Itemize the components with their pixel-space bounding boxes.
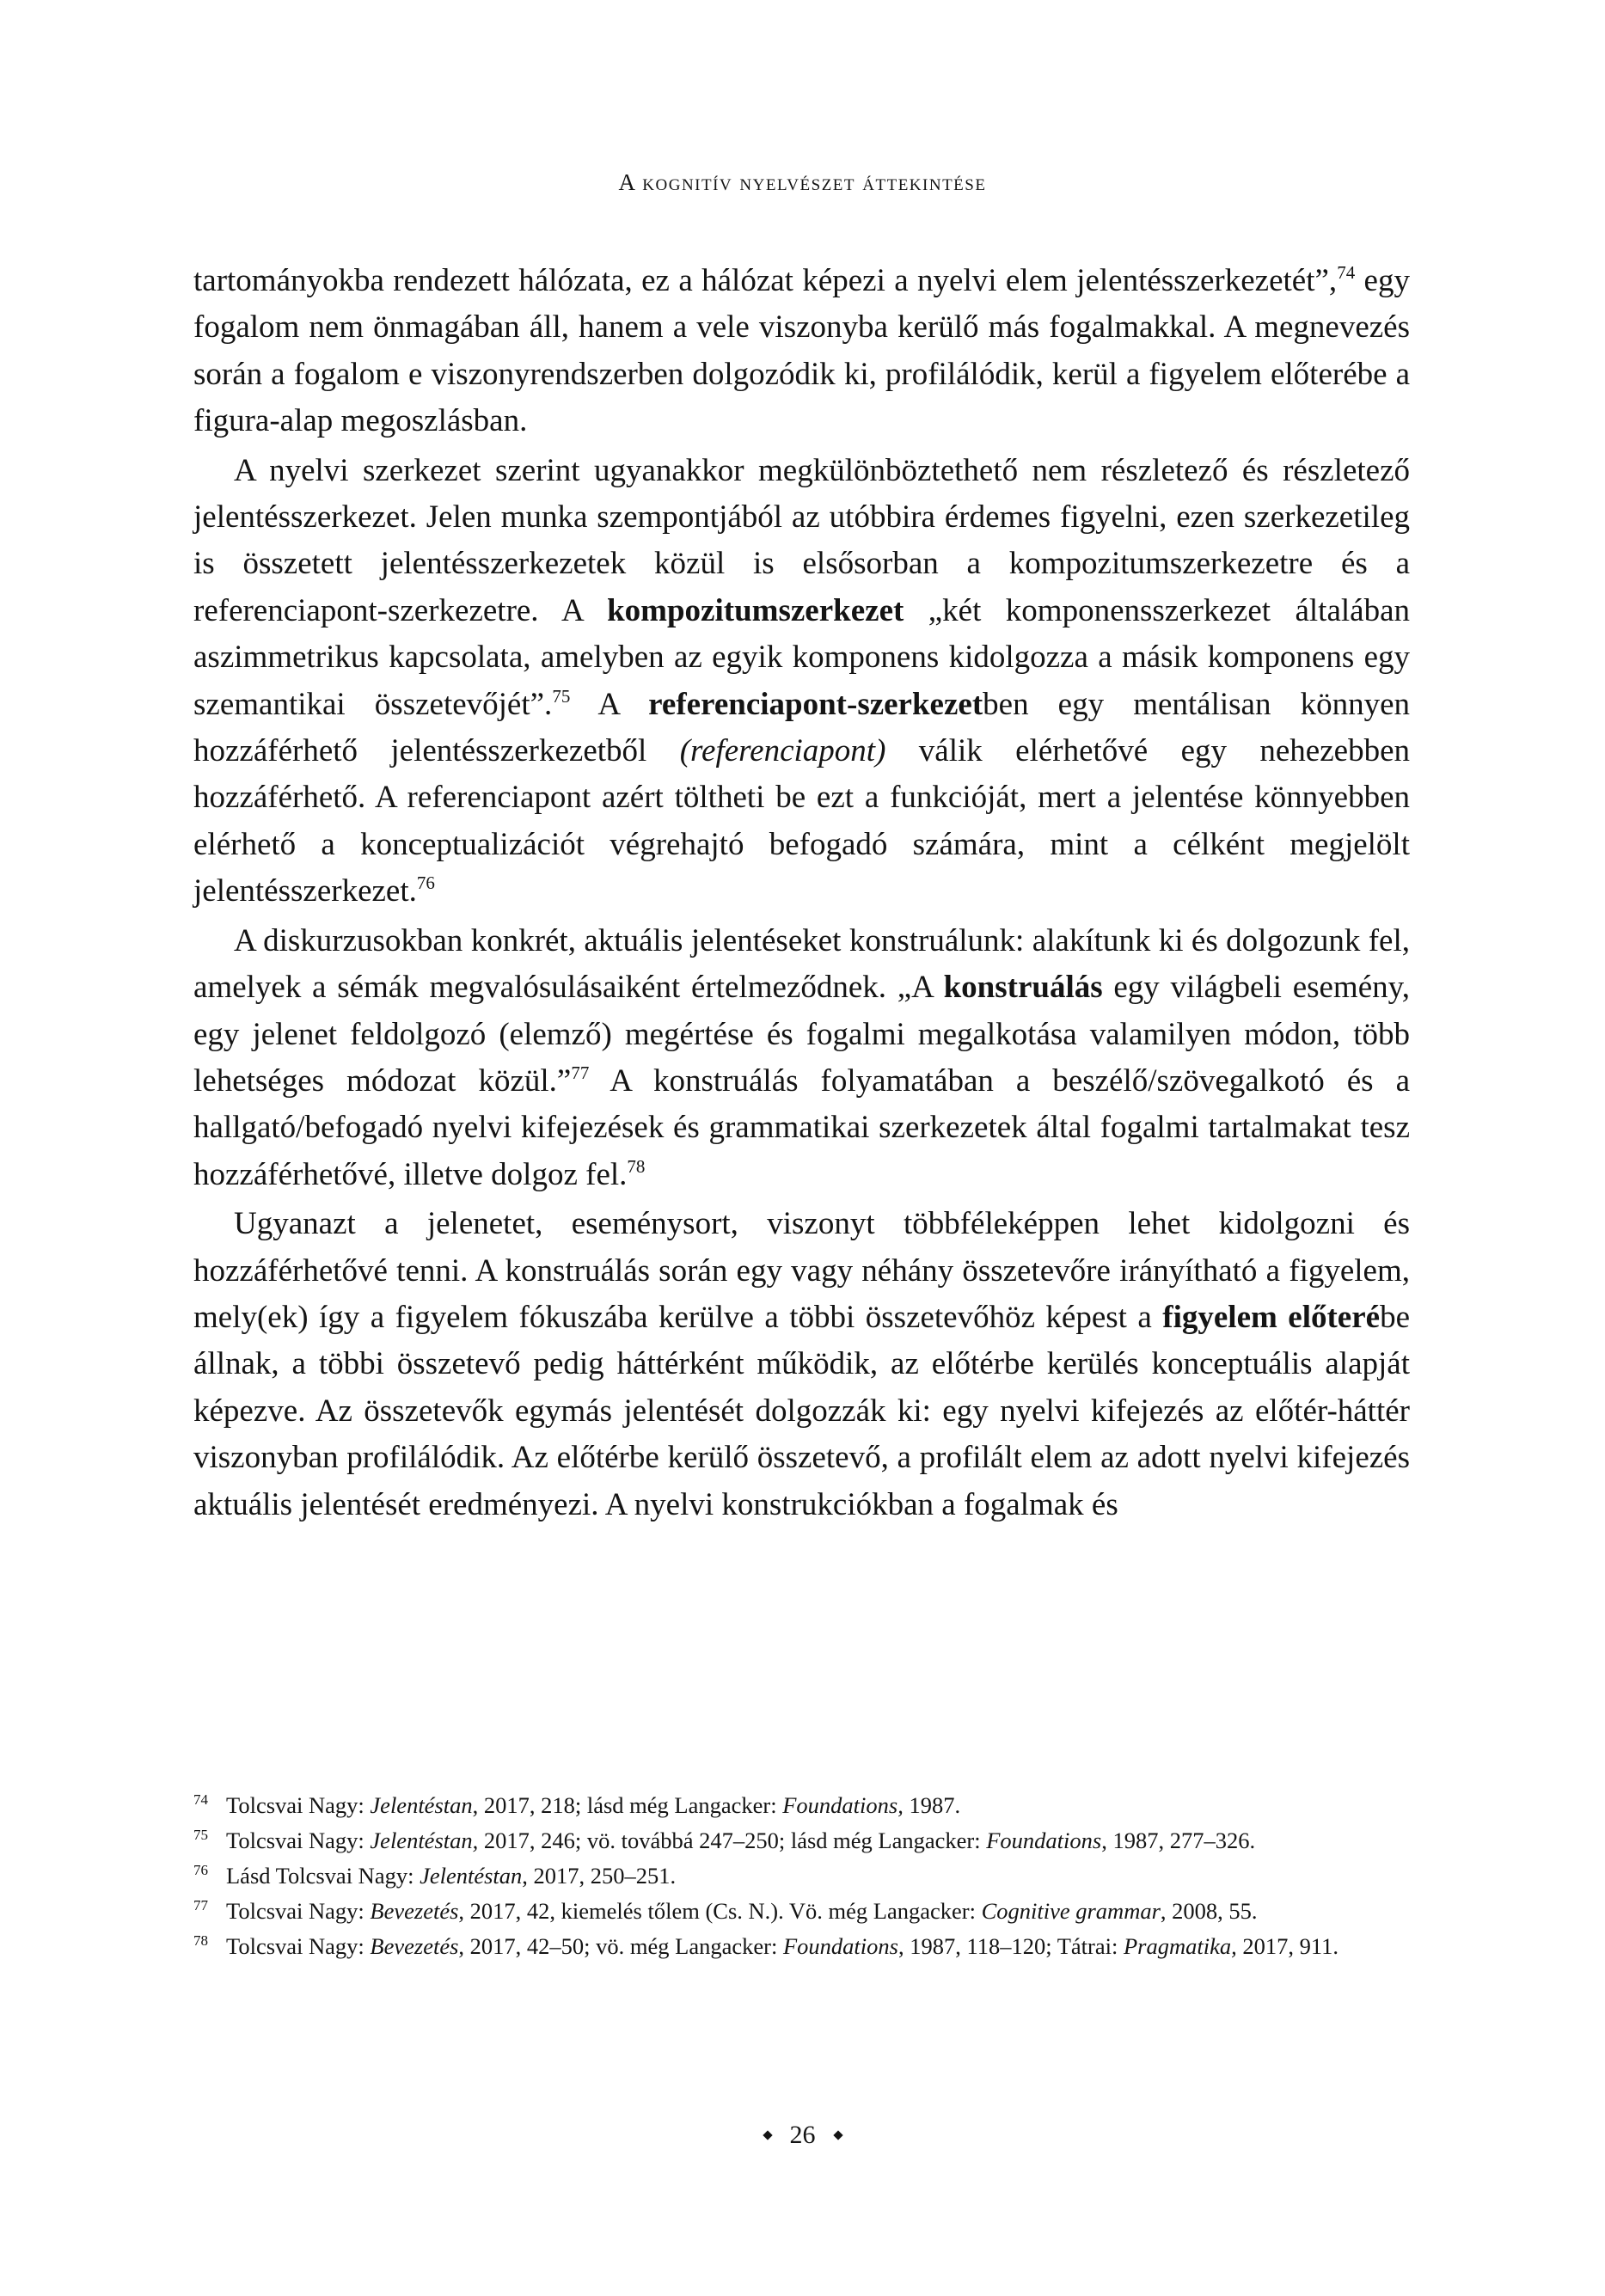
text-run: tartományokba rendezett hálózata, ez a hálózat képezi a nyelvi elem jelentésszerkezetét”, bbox=[193, 263, 1338, 298]
text-run: Tolcsvai Nagy: bbox=[226, 1933, 371, 1959]
text-run: „két komponensszerkezet általában aszimmetrikus kapcsolata, amelyben az egyik komponens kidolgozza a másik komponens egy szemantikai összetevőjét”. bbox=[193, 592, 1410, 722]
text-run: Tolcsvai Nagy: bbox=[226, 1898, 371, 1924]
italic-text: Bevezetés bbox=[370, 1898, 459, 1924]
footnote-number: 75 bbox=[193, 1827, 208, 1843]
text-run: ben egy mentálisan könnyen hozzáférhető jelentésszerkezetből bbox=[193, 686, 1410, 769]
footnotes bbox=[193, 1788, 1410, 1964]
footnote-reference[interactable]: 76 bbox=[416, 872, 435, 894]
footnote-reference[interactable]: 75 bbox=[552, 685, 571, 707]
italic-text: (referenciapont) bbox=[679, 733, 886, 769]
text-run: A diskurzusokban konkrét, aktuális jelentéseket konstruálunk: alakítunk ki és dolgozunk fel, amelyek a sémák megvalósulásaiként értelmeződnek. „A bbox=[193, 922, 1410, 1006]
text-run: , 2017, 42, kiemelés tőlem (Cs. N.). Vö. még Langacker: bbox=[458, 1898, 982, 1924]
bold-term: konstruálás bbox=[943, 970, 1103, 1006]
footnote-reference[interactable]: 77 bbox=[571, 1062, 590, 1083]
text-run: Tolcsvai Nagy: bbox=[226, 1792, 371, 1818]
footnote-number: 78 bbox=[193, 1932, 208, 1949]
text-run: , 1987, 277–326. bbox=[1101, 1828, 1256, 1853]
text-run: , 2017, 250–251. bbox=[522, 1863, 677, 1889]
bullet-left-icon bbox=[763, 2130, 772, 2140]
body-text bbox=[193, 258, 1410, 1531]
text-run: válik elérhetővé egy nehezebben hozzáférhető. A referenciapont azért töltheti be ezt a funkcióját, mert a jelentése könnyebben elérhető a konceptualizációt végrehajtó befogadó számára, mint a célként megjelölt jelentésszerkezet. bbox=[193, 733, 1410, 909]
italic-text: Jelentéstan bbox=[370, 1792, 473, 1818]
footnote-number: 76 bbox=[193, 1862, 208, 1878]
text-run: , 2017, 218; lásd még Langacker: bbox=[472, 1792, 783, 1818]
italic-text: Foundations, bbox=[782, 1792, 904, 1818]
bullet-right-icon bbox=[833, 2130, 842, 2140]
text-run: A nyelvi szerkezet szerint ugyanakkor megkülönböztethető nem részletező és részletező jelentésszerkezet. Jelen munka szempontjából az utóbbira érdemes figyelni, ezen szerkezetileg is összetett jelentésszerkezetek közül is elsősorban a kompozitumszerkezetre és a referenciapont-szerkezetre. A bbox=[193, 452, 1410, 628]
text-run: Lásd Tolcsvai Nagy: bbox=[226, 1863, 420, 1889]
text-run: , 1987, 118–120; Tátrai: bbox=[897, 1933, 1124, 1959]
text-run: egy világbeli esemény, egy jelenet feldolgozó (elemző) megértése és fogalmi megalkotása valamilyen módon, több lehetséges módozat közül.” bbox=[193, 970, 1410, 1099]
footnote-reference[interactable]: 74 bbox=[1337, 262, 1356, 283]
text-run: 2017, 246; vö. továbbá 247–250; lásd még Langacker: bbox=[478, 1828, 987, 1853]
page-number-footer bbox=[0, 2120, 1605, 2151]
italic-text: Cognitive grammar bbox=[981, 1898, 1161, 1924]
text-run: , 2017, 42–50; vö. még Langacker: bbox=[458, 1933, 783, 1959]
bold-term: kompozitumszerkezet bbox=[607, 592, 904, 628]
paragraph bbox=[193, 258, 1410, 445]
bold-term: figyelem előteré bbox=[1162, 1299, 1381, 1335]
italic-text: Jelentéstan bbox=[420, 1863, 523, 1889]
page-number: 26 bbox=[789, 2121, 816, 2149]
footnote-number: 74 bbox=[193, 1791, 208, 1808]
italic-text: Foundations bbox=[782, 1933, 898, 1959]
footnote bbox=[193, 1788, 1410, 1823]
text-run: A konstruálás folyamatában a beszélő/szövegalkotó és a hallgató/befogadó nyelvi kifejezések és grammatikai szerkezetek által fogalmi tartalmakat tesz hozzáférhetővé, illetve dolgoz fel. bbox=[193, 1062, 1410, 1192]
text-run: Tolcsvai Nagy: bbox=[226, 1828, 371, 1853]
footnote bbox=[193, 1894, 1410, 1929]
italic-text: Foundations bbox=[986, 1828, 1102, 1853]
text-run: be állnak, a többi összetevő pedig háttérként működik, az előtérbe kerülés konceptuális alapját képezve. Az összetevők egymás jelentését dolgozzák ki: egy nyelvi kifejezés az előtér-háttér viszonyban profilálódik. Az előtérbe kerülő összetevő, a profilált elem az adott nyelvi kifejezés aktuális jelentését eredményezi. A nyelvi konstrukciókban a fogalmak és bbox=[193, 1299, 1411, 1522]
italic-text: Bevezetés bbox=[370, 1933, 459, 1959]
paragraph bbox=[193, 918, 1410, 1198]
running-head: A kognitív nyelvészet áttekintése bbox=[618, 169, 987, 195]
paragraph bbox=[193, 1201, 1410, 1528]
text-run: A bbox=[570, 686, 649, 722]
text-run: 2017, 911. bbox=[1236, 1933, 1339, 1959]
text-run: , 2008, 55. bbox=[1160, 1898, 1258, 1924]
text-run: 1987. bbox=[903, 1792, 961, 1818]
footnote-reference[interactable]: 78 bbox=[627, 1155, 646, 1177]
footnote-number: 77 bbox=[193, 1897, 208, 1913]
paragraph bbox=[193, 448, 1410, 915]
text-run: Ugyanazt a jelenetet, eseménysort, viszonyt többféleképpen lehet kidolgozni és hozzáférhetővé tenni. A konstruálás során egy vagy néhány összetevőre irányítható a figyelem, mely(ek) így a figyelem fókuszába kerülve a többi összetevőhöz képest a bbox=[193, 1206, 1410, 1335]
bold-term: referenciapont-szerkezet bbox=[648, 686, 983, 722]
italic-text: Pragmatika, bbox=[1123, 1933, 1237, 1959]
italic-text: Jelentéstan, bbox=[370, 1828, 479, 1853]
footnote bbox=[193, 1929, 1410, 1964]
text-run: egy fogalom nem önmagában áll, hanem a vele viszonyba kerülő más fogalmakkal. A megnevezés során a fogalom e viszonyrendszerben dolgozódik ki, profilálódik, kerül a figyelem előterébe a figura-alap megoszlásban. bbox=[193, 263, 1410, 439]
footnote bbox=[193, 1858, 1410, 1894]
footnote bbox=[193, 1823, 1410, 1858]
